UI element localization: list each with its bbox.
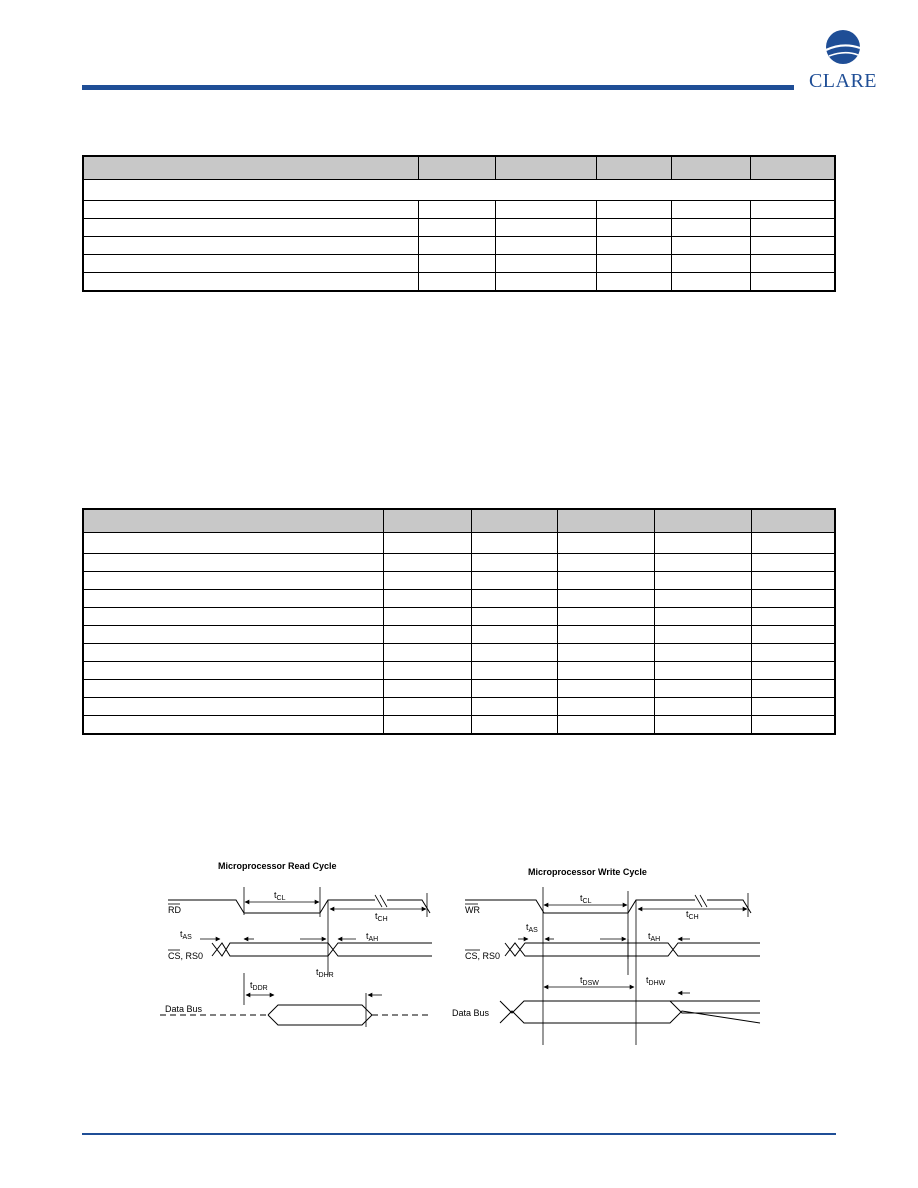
write-cycle-title: Microprocessor Write Cycle [528, 867, 647, 877]
spec-table-1 [82, 155, 836, 292]
header-rule [82, 85, 794, 90]
read-cs-signal-label: CS, RS0 [168, 951, 204, 961]
table-row [83, 644, 835, 662]
read-cycle-diagram [160, 861, 432, 1027]
table-row [83, 680, 835, 698]
write-tas-label: $t_{AS}$ [526, 922, 538, 934]
write-data-bus-label: Data Bus [452, 1008, 490, 1018]
table-row [83, 662, 835, 680]
rd-signal-label: RD [168, 905, 181, 915]
timing-diagrams [160, 855, 770, 1055]
table-row [83, 590, 835, 608]
table-row [83, 201, 835, 219]
table-row [83, 219, 835, 237]
write-tcl-label: $t_{CL}$ [580, 893, 592, 905]
write-cs-signal-label: CS, RS0 [465, 951, 501, 961]
read-cycle-title: Microprocessor Read Cycle [218, 861, 337, 871]
write-tah-label: $t_{AH}$ [648, 931, 661, 943]
table-row [83, 716, 835, 735]
table-header-row [83, 156, 835, 180]
globe-icon [800, 26, 890, 72]
footer-rule [82, 1133, 836, 1135]
read-tah-label: $t_{AH}$ [366, 931, 379, 943]
table-row [83, 626, 835, 644]
read-tas-label: $t_{AS}$ [180, 929, 192, 941]
read-tddr-label: $t_{DDR}$ [250, 980, 268, 992]
table-row [83, 698, 835, 716]
table-row [83, 273, 835, 292]
write-cycle-diagram [452, 867, 760, 1045]
read-tcl-label: $t_{CL}$ [274, 890, 286, 902]
table-row [83, 255, 835, 273]
read-tch-label: $t_{CH}$ [375, 911, 388, 923]
read-data-bus-label: Data Bus [165, 1004, 203, 1014]
write-tdsw-label: $t_{DSW}$ [580, 975, 599, 987]
table-row [83, 572, 835, 590]
read-tdhr-label: $t_{DHR}$ [316, 967, 334, 979]
wr-signal-label: WR [465, 905, 480, 915]
company-logo [800, 26, 890, 96]
logo-wordmark: CLARE [808, 70, 878, 92]
table-row [83, 237, 835, 255]
table-row [83, 554, 835, 572]
table-header-row [83, 509, 835, 533]
write-tdhw-label: $t_{DHW}$ [646, 975, 666, 987]
spec-table-2 [82, 508, 836, 735]
write-tch-label: $t_{CH}$ [686, 909, 699, 921]
table-row [83, 533, 835, 554]
table-row [83, 608, 835, 626]
table-section-row [83, 180, 835, 201]
